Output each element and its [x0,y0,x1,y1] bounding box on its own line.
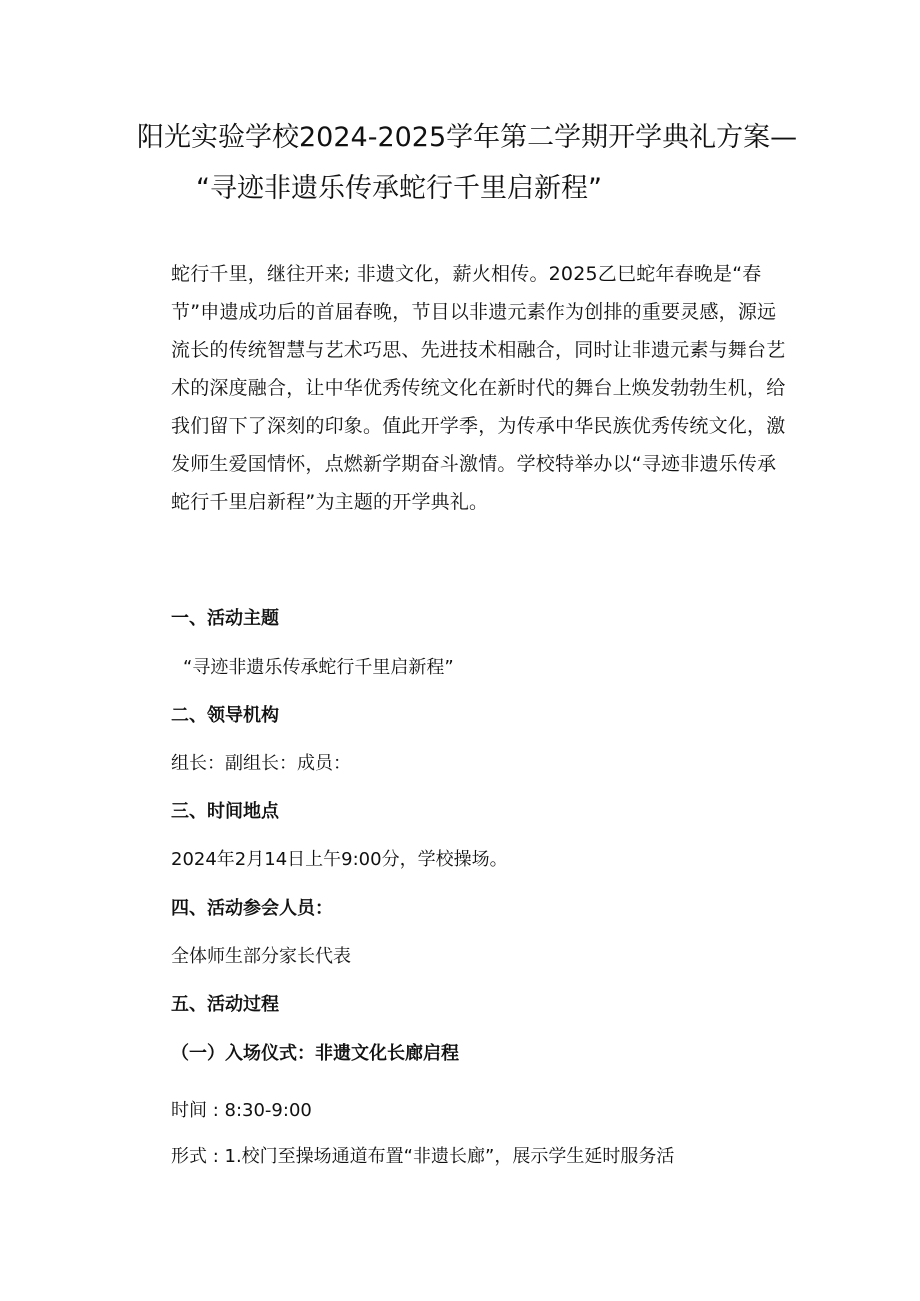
section-text-time: 时间 : 8:30-9:00 [171,1100,312,1121]
section-text-theme: “寻迹非遗乐传承蛇行千里启新程” [183,657,454,678]
section-text-time-place: 2024年2月14日上午9:00分，学校操场。 [171,849,508,870]
section-text-participants: 全体师生部分家长代表 [171,946,351,967]
intro-line-1: 蛇行千里，继往开来; 非遗文化，薪火相传。2025乙巳蛇年春晚是“春 [171,263,762,285]
section-text-form: 形式 : 1.校门至操场通道布置“非遗长廊”，展示学生延时服务活 [171,1146,675,1167]
intro-line-6: 发师生爱国情怀，点燃新学期奋斗激情。学校特举办以“寻迹非遗乐传承 [171,453,777,475]
intro-line-4: 术的深度融合，让中华优秀传统文化在新时代的舞台上焕发勃勃生机，给 [171,377,786,399]
section-text-leadership: 组长：副组长：成员： [171,753,351,774]
section-heading-time-place: 三、时间地点 [171,801,279,822]
document-title-line-1: 阳光实验学校2024-2025学年第二学期开学典礼方案— [137,122,798,153]
intro-line-7: 蛇行千里启新程”为主题的开学典礼。 [171,491,489,513]
section-heading-leadership: 二、领导机构 [171,705,279,726]
section-heading-participants: 四、活动参会人员： [171,898,333,919]
document-title-line-2: “寻迹非遗乐传承蛇行千里启新程” [196,173,602,204]
section-heading-theme: 一、活动主题 [171,608,279,629]
intro-paragraph [171,255,811,521]
intro-line-2: 节”申遗成功后的首届春晚，节目以非遗元素作为创排的重要灵感，源远 [171,301,777,323]
intro-line-5: 我们留下了深刻的印象。值此开学季，为传承中华民族优秀传统文化，激 [171,415,786,437]
section-heading-process: 五、活动过程 [171,994,279,1015]
intro-line-3: 流长的传统智慧与艺术巧思、先进技术相融合，同时让非遗元素与舞台艺 [171,339,786,361]
section-subheading-entrance: （一）入场仪式：非遗文化长廊启程 [171,1043,459,1064]
